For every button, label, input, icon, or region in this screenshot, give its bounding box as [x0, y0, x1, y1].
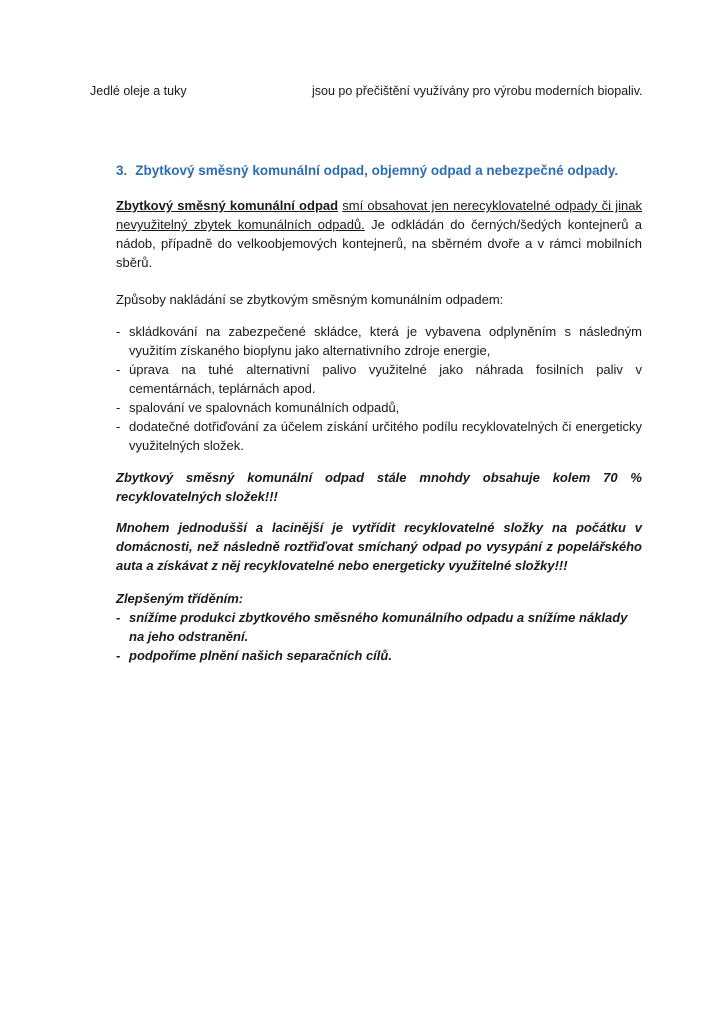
list-item [116, 417, 642, 455]
header-row [90, 84, 650, 102]
note-better-sorting-title: Zlepšeným tříděním: [116, 591, 244, 606]
dash-marker: - [116, 324, 121, 339]
intro-underlined-text: smí obsahovat jen nerecyklovatelné odpady či jinak nevyužitelný zbytek komunálních odpadů. [116, 198, 642, 232]
list-item-text: spalování ve spalovnách komunálních odpadů, [129, 400, 400, 415]
header-right-text: jsou po přečištění využívány pro výrobu moderních biopaliv. [312, 84, 643, 98]
section-title: Zbytkový směsný komunální odpad, objemný odpad a nebezpečné odpady. [135, 163, 619, 178]
dash-marker: - [116, 610, 121, 625]
list-item-text: úprava na tuhé alternativní palivo využitelné jako náhrada fosilních paliv v cementárnách, teplárnách apod. [129, 362, 642, 396]
note-recyclable-share: Zbytkový směsný komunální odpad stále mnohdy obsahuje kolem 70 % recyklovatelných složek!!! [116, 470, 642, 504]
better-sorting-list [116, 608, 642, 665]
dash-marker: - [116, 400, 121, 415]
ways-title: Způsoby nakládání se zbytkovým směsným komunálním odpadem: [116, 292, 504, 307]
intro-rest-text: Je odkládán do černých/šedých kontejnerů a nádob, případně do velkoobjemových kontejnerů, na sběrném dvoře a v rámci mobilních sběrů. [116, 217, 642, 270]
section-heading [116, 163, 656, 178]
list-item-text: skládkování na zabezpečené skládce, která je vybavena odplyněním s následným využitím získaného bioplynu jako alternativního zdroje energie, [129, 324, 642, 358]
list-item-text: podpoříme plnění našich separačních cílů. [129, 648, 392, 663]
list-item [116, 322, 642, 360]
list-item [116, 608, 642, 646]
list-item-text: snížíme produkci zbytkového směsného komunálního odpadu a snížíme náklady na jeho odstranění. [129, 610, 628, 644]
header-left-text: Jedlé oleje a tuky [90, 84, 187, 98]
list-item [116, 646, 642, 665]
note-sort-at-home: Mnohem jednodušší a lacinější je vytřídit recyklovatelné složky na počátku v domácnosti, než následně roztřiďovat smíchaný odpad po vysypání z popelářského auta a získávat z něj recyklovatelné nebo energeticky využitelné složky!!! [116, 520, 642, 573]
list-item-text: dodatečné dotřiďování za účelem získání určitého podílu recyklovatelných či energeticky využitelných složek. [129, 419, 642, 453]
ways-list [116, 322, 642, 455]
dash-marker: - [116, 362, 121, 377]
intro-paragraph [116, 196, 642, 272]
dash-marker: - [116, 419, 121, 434]
section-number: 3. [116, 163, 128, 178]
intro-bold-term: Zbytkový směsný komunální odpad [116, 198, 339, 213]
list-item [116, 398, 642, 417]
list-item [116, 360, 642, 398]
dash-marker: - [116, 648, 121, 663]
